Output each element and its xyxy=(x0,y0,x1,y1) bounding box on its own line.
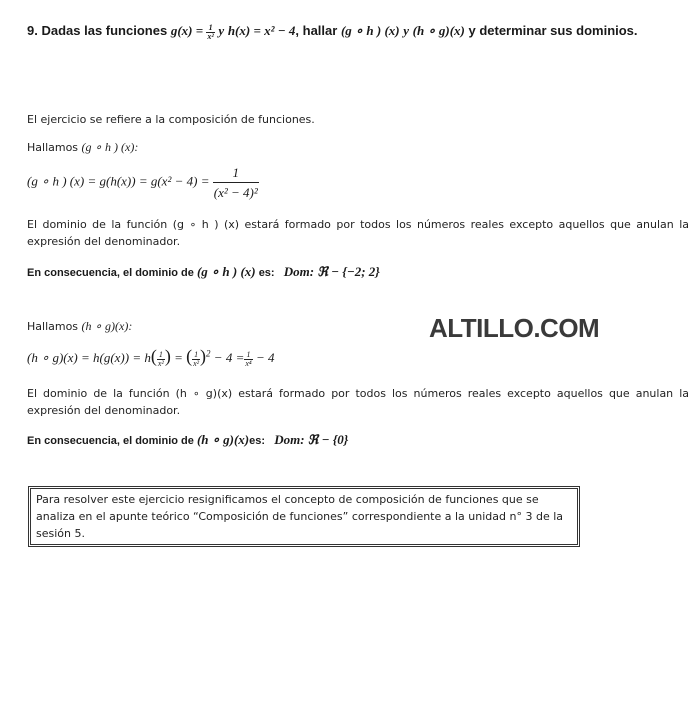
part1-eq-left: (g ∘ h ) (x) = g(h(x)) = g(x² − 4) = xyxy=(27,173,210,189)
part1-conclusion-expr: (g ∘ h ) (x) xyxy=(196,264,256,279)
part2-frac-2: $\frac{1}{\text{x²}}$ xyxy=(193,349,200,368)
part1-label: Hallamos (g ∘ h ) (x): xyxy=(27,140,139,154)
exercise-number: 9. xyxy=(27,23,38,38)
part2-conclusion-expr: (h ∘ g)(x) xyxy=(196,432,250,447)
part1-conclusion: En consecuencia, el dominio de (g ∘ h ) (x) es: Dom: ℜ − {−2; 2} xyxy=(27,264,380,279)
title-text-3: y determinar sus dominios. xyxy=(468,23,638,38)
part2-conclusion: En consecuencia, el dominio de (h ∘ g)(x)es: Dom: ℜ − {0} xyxy=(27,432,349,447)
part2-domain-result: Dom: ℜ − {0} xyxy=(274,432,349,447)
altillo-watermark: ALTILLO.COM xyxy=(429,313,600,343)
part2-equation: (h ∘ g)(x) = h(g(x)) = h( $\frac{1}{\text{x²}}$ ) = ( $\frac{1}{\text{x²}}$ )$^2$ − 4 = $\frac{1}{\text{x⁴}}$ − 4 xyxy=(27,346,275,368)
title-y-1: y xyxy=(218,23,225,38)
title-text-2: , hallar xyxy=(295,23,338,38)
part1-eq-fraction: $\frac{1}{\text{(x² − 4)²}}$ xyxy=(213,165,258,200)
note-text: Para resolver este ejercicio resignificamos el concepto de composición de funciones que se analiza en el apunte teórico “Composición de funciones” correspondiente a la unidad n° 3 de la sesión 5. xyxy=(36,493,564,540)
part1-equation xyxy=(27,166,259,199)
title-y-2: y xyxy=(403,23,410,38)
title-text-1: Dadas las funciones xyxy=(41,23,168,38)
g-definition: g(x) = $\frac{1}{\text{x²}}$ xyxy=(170,22,214,41)
intro-text: El ejercicio se refiere a la composición de funciones. xyxy=(27,113,315,126)
part1-domain-text: El dominio de la función (g ∘ h ) (x) estará formado por todos los números reales excepto aquellos que anulan la expresión del denominador. xyxy=(27,218,689,248)
part2-domain-text: El dominio de la función (h ∘ g)(x) estará formado por todos los números reales excepto aquellos que anulan la expresión del denominador. xyxy=(27,387,689,417)
g-fraction: $\frac{1}{\text{x²}}$ xyxy=(207,22,214,41)
h-definition: h(x) = x² − 4 xyxy=(227,23,296,38)
title-hg: (h ∘ g)(x) xyxy=(412,23,465,38)
title-gh: (g ∘ h ) (x) xyxy=(340,23,400,38)
part1-label-expr: (g ∘ h ) (x): xyxy=(81,140,139,154)
part2-frac-3: $\frac{1}{\text{x⁴}}$ xyxy=(245,349,252,368)
part1-domain-result: Dom: ℜ − {−2; 2} xyxy=(283,264,380,279)
part2-label-expr: (h ∘ g)(x): xyxy=(81,319,133,333)
exercise-title xyxy=(27,20,687,41)
part2-label: Hallamos (h ∘ g)(x): xyxy=(27,319,133,333)
note-box xyxy=(28,486,580,547)
part2-frac-1: $\frac{1}{\text{x²}}$ xyxy=(157,349,164,368)
